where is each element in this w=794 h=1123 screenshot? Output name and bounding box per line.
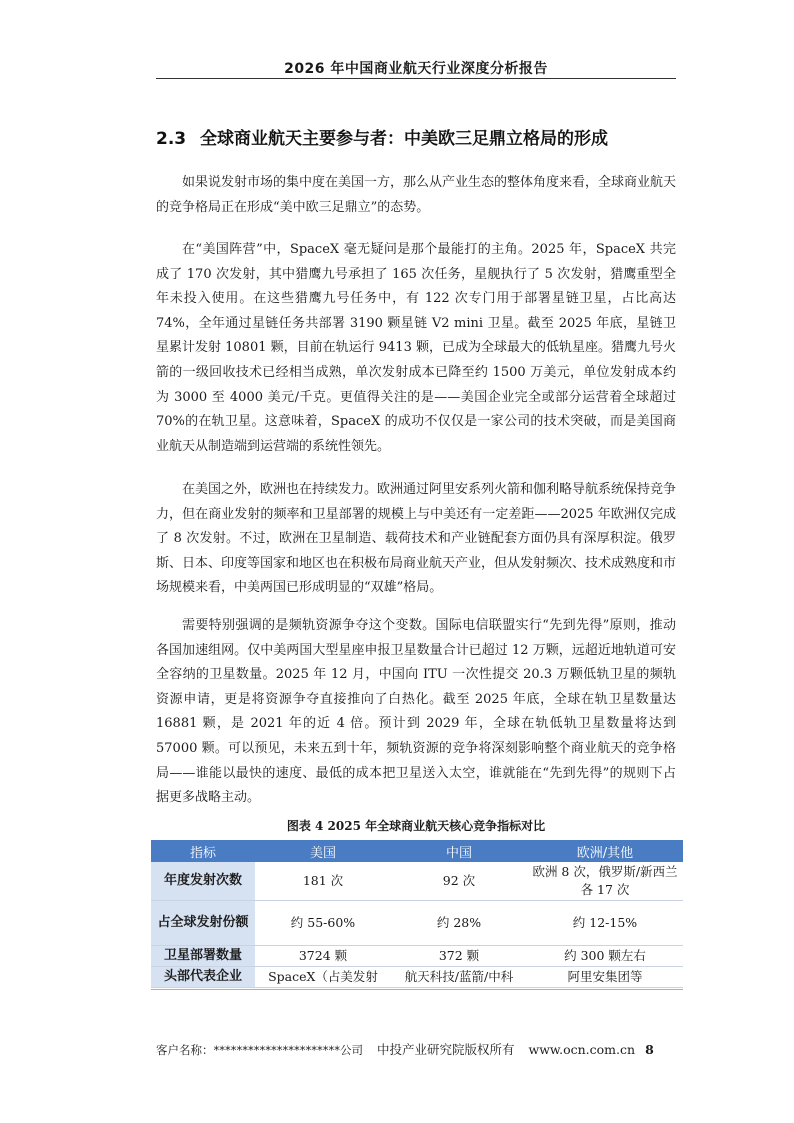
table-bottom-rule	[151, 989, 683, 990]
paragraph-4: 需要特别强调的是频轨资源争夺这个变数。国际电信联盟实行“先到先得”原则，推动各国加速组网。仅中美两国大型星座申报卫星数量合计已超过 12 万颗，远超近地轨道可安全容纳的卫星数量。2025 年 12 月，中国向 ITU 一次性提交 20.3 万颗低轨卫星的频轨资源申请，更是将资源争夺直接推向了白热化。截至 2025 年底，全球在轨卫星数量达 16881 颗，是 2021 年的近 4 倍。预计到 2029 年，全球在轨低轨卫星数量将达到 57000 颗。可以预见，未来五到十年，频轨资源的竞争将深刻影响整个商业航天的竞争格局——谁能以最快的速度、最低的成本把卫星送入太空，谁就能在“先到先得”的规则下占据更多战略主动。	[156, 618, 676, 806]
page-footer	[156, 1040, 680, 1058]
table-cell: 约 12-15%	[527, 901, 683, 946]
row-label: 占全球发射份额	[151, 901, 255, 946]
table-row	[151, 967, 683, 988]
table-cell: 约 300 颗左右	[527, 946, 683, 967]
table-row	[151, 862, 683, 901]
table-row	[151, 901, 683, 946]
header-divider	[156, 78, 676, 79]
row-label: 年度发射次数	[151, 862, 255, 901]
table-cell: 航天科技/蓝箭/中科	[391, 967, 527, 988]
footer-customer: 客户名称：**********************公司	[156, 1043, 363, 1057]
table-cell: SpaceX（占美发射	[255, 967, 391, 988]
page-header-title: 2026 年中国商业航天行业深度分析报告	[284, 61, 548, 77]
table-cell: 约 28%	[391, 901, 527, 946]
table-caption: 图表 4 2025 年全球商业航天核心竞争指标对比	[286, 819, 546, 833]
table-cell: 181 次	[255, 862, 391, 901]
table-cell: 372 颗	[391, 946, 527, 967]
table-header-cell: 中国	[391, 840, 527, 862]
comparison-table	[151, 840, 683, 988]
table-row	[151, 946, 683, 967]
table-cell: 约 55-60%	[255, 901, 391, 946]
table-header-cell: 美国	[255, 840, 391, 862]
table-cell: 阿里安集团等	[527, 967, 683, 988]
section-title-text: 全球商业航天主要参与者：中美欧三足鼎立格局的形成	[200, 129, 608, 149]
section-heading	[156, 124, 696, 149]
row-label: 头部代表企业	[151, 967, 255, 988]
table-header-row	[151, 840, 683, 862]
footer-url[interactable]: www.ocn.com.cn	[528, 1042, 636, 1057]
row-label: 卫星部署数量	[151, 946, 255, 967]
paragraph-1: 如果说发射市场的集中度在美国一方，那么从产业生态的整体角度来看，全球商业航天的竞争格局正在形成“美中欧三足鼎立”的态势。	[156, 175, 677, 215]
table-cell: 欧洲 8 次，俄罗斯/新西兰各 17 次	[527, 862, 683, 901]
table-cell: 3724 颗	[255, 946, 391, 967]
table-header-cell: 指标	[151, 840, 255, 862]
table-header-cell: 欧洲/其他	[527, 840, 683, 862]
paragraph-2: 在“美国阵营”中，SpaceX 毫无疑问是那个最能打的主角。2025 年，SpaceX 共完成了 170 次发射，其中猎鹰九号承担了 165 次任务，星舰执行了 5 次发射，猎鹰重型全年未投入使用。在这些猎鹰九号任务中，有 122 次专门用于部署星链卫星，占比高达 74%，全年通过星链任务共部署 3190 颗星链 V2 mini 卫星。截至 2025 年底，星链卫星累计发射 10801 颗，目前在轨运行 9413 颗，已成为全球最大的低轨星座。猎鹰九号火箭的一级回收技术已经相当成熟，单次发射成本已降至约 1500 万美元，单位发射成本约为 3000 至 4000 美元/千克。更值得关注的是——美国企业完全或部分运营着全球超过 70%的在轨卫星。这意味着，SpaceX 的成功不仅仅是一家公司的技术突破，而是美国商业航天从制造端到运营端的系统性领先。	[156, 242, 676, 454]
paragraph-3: 在美国之外，欧洲也在持续发力。欧洲通过阿里安系列火箭和伽利略导航系统保持竞争力，但在商业发射的频率和卫星部署的规模上与中美还有一定差距——2025 年欧洲仅完成了 8 次发射。不过，欧洲在卫星制造、载荷技术和产业链配套方面仍具有深厚积淀。俄罗斯、日本、印度等国家和地区也在积极布局商业航天产业，但从发射频次、技术成熟度和市场规模来看，中美两国已形成明显的“双雄”格局。	[156, 482, 677, 596]
footer-rights: 中投产业研究院版权所有	[377, 1042, 515, 1057]
table-cell: 92 次	[391, 862, 527, 901]
section-number: 2.3	[156, 129, 187, 149]
page-number: 8	[645, 1042, 654, 1057]
